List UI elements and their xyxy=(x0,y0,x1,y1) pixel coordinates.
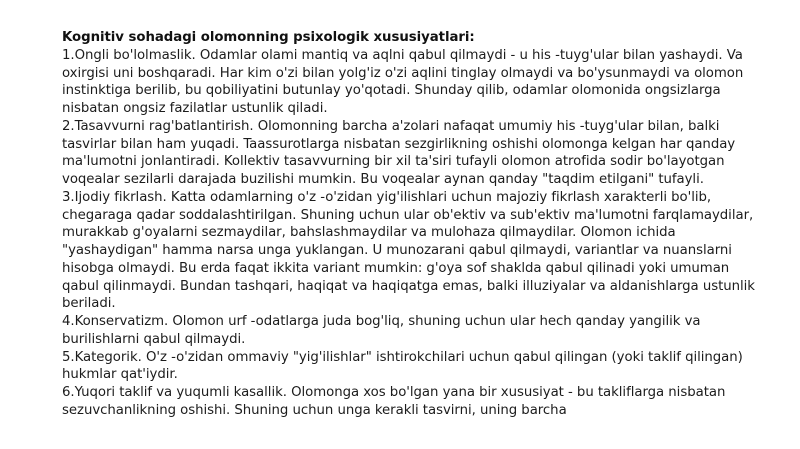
paragraph-categorical: 5.Kategorik. O'z -o'zidan ommaviy "yig'ilishlar" ishtirokchilari uchun qabul qilingan (yoki taklif qilingan) hukmlar qat'iydir. xyxy=(62,349,743,383)
paragraph-unconsciousness: 1.Ongli bo'lolmaslik. Odamlar olami mantiq va aqlni qabul qilmaydi - u his -tuyg'ular bilan yashaydi. Va oxirgisi uni boshqaradi. Har kim o'zi bilan yolg'iz o'zi aqlini tinglay olmaydi va bo'ysunmaydi va olomon instinktiga berilib, bu qobiliyatini butunlay yo'qotadi. Shunday qilib, odamlar olomonida ongsizlarga nisbatan ongsiz fazilatlar ustunlik qiladi. xyxy=(62,47,744,116)
paragraph-conservatism: 4.Konservatizm. Olomon urf -odatlarga juda bog'liq, shuning uchun ular hech qanday yangilik va burilishlarni qabul qilmaydi. xyxy=(62,314,701,347)
document-title: Kognitiv sohadagi olomonning psixologik xususiyatlari: xyxy=(62,30,475,45)
document-body xyxy=(62,29,762,420)
paragraph-creative-thinking: 3.Ijodiy fikrlash. Katta odamlarning o'z -o'zidan yig'ilishlari uchun majoziy fikrlash xarakterli bo'lib, chegaraga qadar soddalashtirilgan. Shuning uchun ular ob'ektiv va sub'ektiv ma'lumotni farqlamaydilar, murakkab g'oyalarni sezmaydilar, bahslashmaydilar va mulohaza qilmaydilar. Olomon ichida "yashaydigan" hamma narsa unga yuklangan. U munozarani qabul qilmaydi, variantlar va nuanslarni hisobga olmaydi. Bu erda faqat ikkita variant mumkin: g'oya sof shaklda qabul qilinadi yoki umuman qabul qilinmaydi. Bundan tashqari, haqiqat va haqiqatga emas, balki illuziyalar va aldanishlarga ustunlik beriladi. xyxy=(62,189,755,312)
paragraph-imagination: 2.Tasavvurni rag'batlantirish. Olomonning barcha a'zolari nafaqat umumiy his -tuyg'ular bilan, balki tasvirlar bilan ham yuqadi. Taassurotlarga nisbatan sezgirlikning oshishi olomonga kelgan har qanday ma'lumotni jonlantiradi. Kollektiv tasavvurning bir xil ta'siri tufayli olomon atrofida sodir bo'layotgan voqealar sezilarli darajada buzilishi mumkin. Bu voqealar aynan qanday "taqdim etilgani" tufayli. xyxy=(62,118,736,187)
paragraph-suggestibility: 6.Yuqori taklif va yuqumli kasallik. Olomonga xos bo'lgan yana bir xususiyat - bu takliflarga nisbatan sezuvchanlikning oshishi. Shuning uchun unga kerakli tasvirni, uning barcha xyxy=(62,385,726,418)
